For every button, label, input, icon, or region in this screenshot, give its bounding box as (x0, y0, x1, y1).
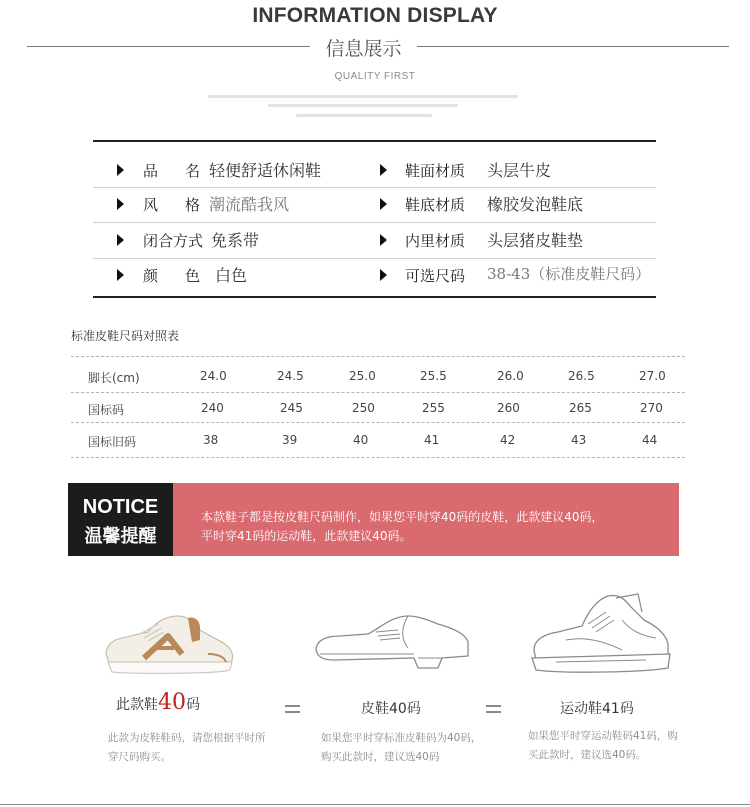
spec-value: 潮流酷我风 (209, 195, 290, 214)
leather-shoe-label: 皮鞋40码 (361, 701, 421, 717)
note-line: 如果您平时穿运动鞋码41码，购 (528, 730, 678, 742)
spec-value: 头层猪皮鞋垫 (487, 231, 584, 250)
spec-label: 内里材质 (405, 232, 466, 250)
sneaker-label: 运动鞋41码 (560, 701, 634, 717)
product-size-suffix: 码 (186, 697, 200, 713)
spec-value (487, 263, 650, 284)
leather-shoe-note (321, 729, 481, 767)
table-cell: 245 (280, 401, 303, 415)
note-line: 如果您平时穿标准皮鞋码为40码， (321, 732, 482, 744)
equals-icon (486, 705, 501, 713)
notice-badge (68, 483, 173, 556)
arrow-bullet-icon (380, 198, 387, 210)
arrow-bullet-icon (380, 269, 387, 281)
title-divider-right (417, 46, 729, 47)
note-line: 买此款时，建议选40码。 (528, 749, 647, 761)
table-cell: 25.5 (420, 369, 447, 383)
table-cell: 260 (497, 401, 520, 415)
arrow-bullet-icon (117, 198, 124, 210)
table-cell: 240 (201, 401, 224, 415)
spec-label: 可选尺码 (405, 267, 466, 285)
spec-row-style (93, 188, 656, 224)
table-cell: 26.0 (497, 369, 524, 383)
row-label: 国标旧码 (88, 435, 137, 449)
notice-banner (68, 483, 679, 556)
notice-title-cn: 温馨提醒 (84, 526, 157, 547)
table-cell: 40 (353, 433, 369, 447)
page-subtitle: QUALITY FIRST (334, 71, 416, 82)
table-cell: 265 (569, 401, 592, 415)
product-shoe-image (100, 610, 238, 678)
table-cell: 27.0 (639, 369, 666, 383)
spec-value: 轻便舒适休闲鞋 (209, 161, 322, 180)
sneaker-note (528, 727, 678, 765)
note-line: 穿尺码购买。 (108, 751, 171, 763)
title-divider-left (27, 46, 310, 47)
bottom-divider (0, 804, 750, 805)
table-divider (71, 392, 685, 393)
table-cell: 24.5 (277, 369, 304, 383)
spec-label: 色 (185, 267, 201, 285)
spec-label: 颜 (143, 267, 159, 285)
spec-value: 白色 (215, 266, 248, 285)
table-cell: 42 (500, 433, 516, 447)
spec-label: 鞋面材质 (405, 162, 466, 180)
arrow-bullet-icon (117, 164, 124, 176)
spec-label: 闭合方式 (143, 232, 204, 250)
table-cell: 41 (424, 433, 440, 447)
note-line: 此款为皮鞋鞋码，请您根据平时所 (108, 732, 266, 744)
page-title-cn: 信息展示 (325, 38, 402, 60)
leather-shoe-icon (310, 608, 475, 676)
spec-row-color (93, 259, 656, 295)
spec-label: 名 (185, 162, 201, 180)
arrow-bullet-icon (380, 164, 387, 176)
equals-icon (285, 705, 300, 713)
table-divider (71, 356, 685, 357)
spec-row-name (93, 154, 656, 190)
spec-value: 橡胶发泡鞋底 (487, 195, 584, 214)
spec-label: 鞋底材质 (405, 196, 466, 214)
sneaker-icon (526, 590, 676, 680)
row-label: 国标码 (88, 403, 125, 417)
arrow-bullet-icon (380, 234, 387, 246)
notice-text: 本款鞋子都是按皮鞋尺码制作，如果您平时穿40码的皮鞋，此款建议40码， (201, 510, 604, 524)
spec-value: 免系带 (211, 231, 260, 250)
note-line: 购买此款时，建议选40码 (321, 751, 440, 763)
spec-table (93, 140, 656, 298)
table-cell: 44 (642, 433, 658, 447)
product-size-label (116, 690, 200, 715)
product-size-prefix: 此款鞋 (116, 697, 158, 713)
notice-text: 平时穿41码的运动鞋，此款建议40码。 (201, 529, 412, 543)
row-label: 脚长(cm) (88, 371, 140, 385)
table-cell: 250 (352, 401, 375, 415)
spec-row-closure (93, 224, 656, 260)
table-cell: 25.0 (349, 369, 376, 383)
product-size-note (108, 729, 266, 767)
table-cell: 38 (203, 433, 219, 447)
size-chart-title: 标准皮鞋尺码对照表 (71, 329, 180, 343)
spec-label: 品 (143, 162, 159, 180)
table-divider (71, 457, 685, 458)
table-cell: 26.5 (568, 369, 595, 383)
table-cell: 43 (571, 433, 587, 447)
size-range: 38-43 (487, 265, 531, 283)
table-cell: 255 (422, 401, 445, 415)
spec-label: 格 (185, 196, 201, 214)
notice-title-en: NOTICE (82, 496, 159, 518)
size-range-note: （标准皮鞋尺码） (530, 265, 651, 283)
arrow-bullet-icon (117, 234, 124, 246)
spec-label: 风 (143, 196, 159, 214)
table-cell: 270 (640, 401, 663, 415)
spec-value: 头层牛皮 (487, 161, 552, 180)
product-size-number: 40 (158, 690, 186, 715)
arrow-bullet-icon (117, 269, 124, 281)
table-cell: 24.0 (200, 369, 227, 383)
table-divider (71, 422, 685, 423)
table-cell: 39 (282, 433, 298, 447)
page-title: INFORMATION DISPLAY (252, 4, 498, 27)
